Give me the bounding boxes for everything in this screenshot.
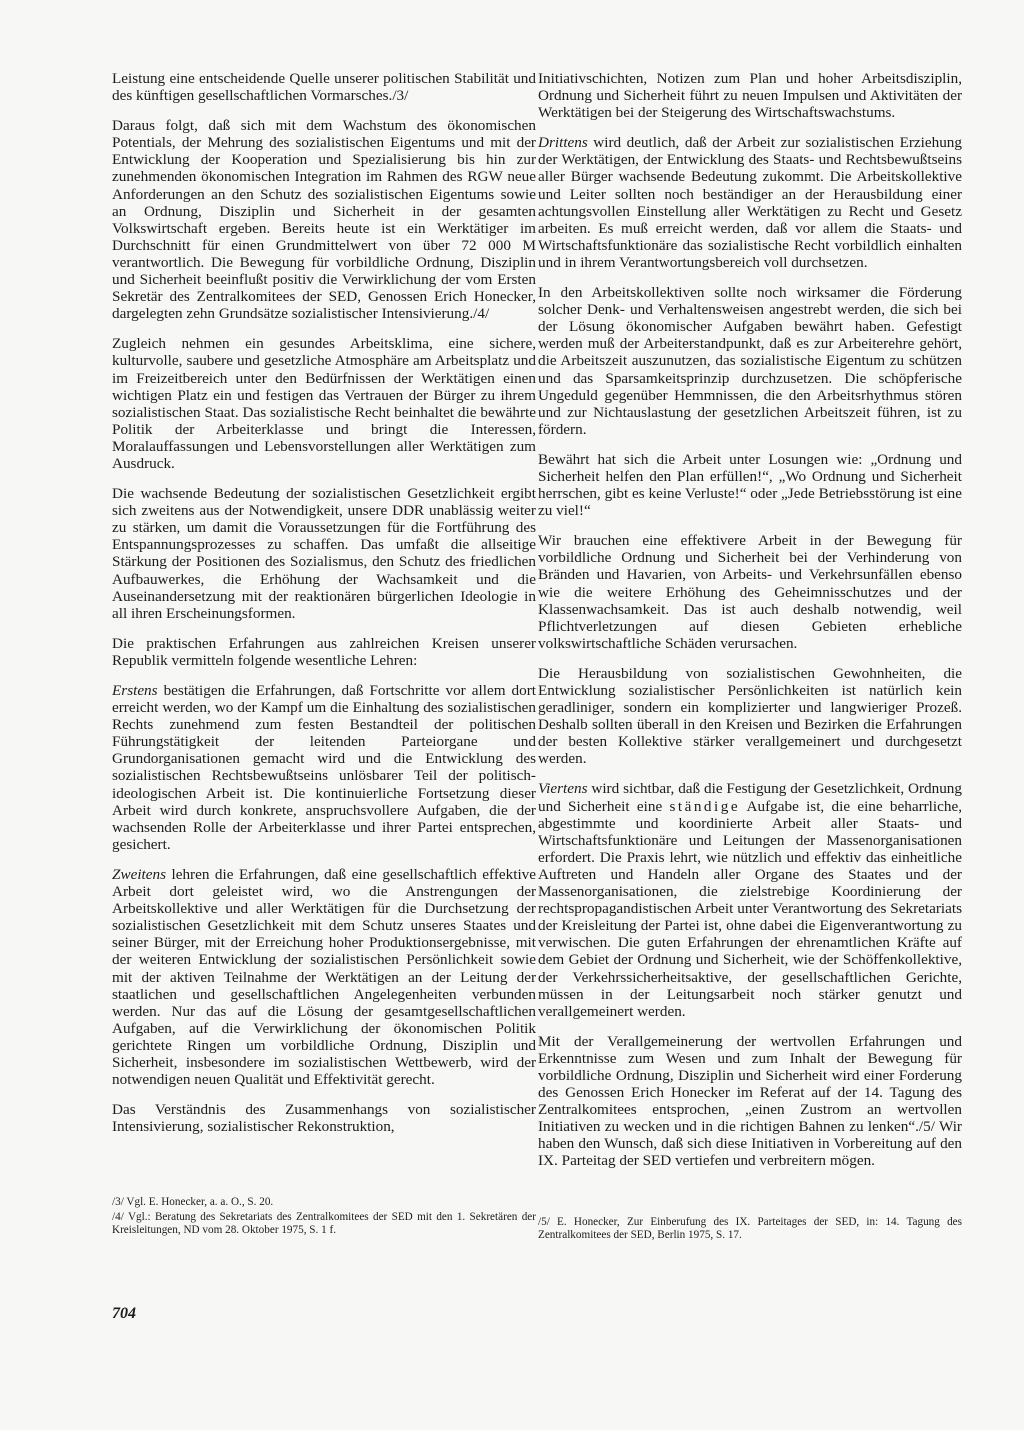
footnote: /3/ Vgl. E. Honecker, a. a. O., S. 20. (112, 1196, 274, 1208)
enumeration-lead: Drittens (538, 134, 588, 152)
paragraph: Leistung eine entscheidende Quelle unserer politischen Stabilität und des künftigen gesellschaftlichen Vormarsches./3/ (112, 70, 536, 105)
left-column (112, 70, 536, 1148)
page-number: 704 (112, 1305, 136, 1322)
paragraph (538, 780, 962, 1019)
enumeration-lead: Zweitens (112, 865, 167, 883)
paragraph-text: bestätigen die Erfahrungen, daß Fortschritte vor allem dort erreicht werden, wo der Kampf um die Einhaltung des sozialistischen Rechts zunehmend zum festen Bestandteil der politischen Führungstätigkeit der leitenden Parteiorgane und Grundorganisationen gemacht wird und die Entwicklung des sozialistischen Rechtsbewußtseins unlösbarer Teil der politisch-ideologischen Arbeit ist. Die kontinuierliche Fortsetzung dieser Arbeit wird durch konkrete, anspruchsvollere Aufgaben, die der wachsenden Rolle der Arbeiterklasse und ihrer Partei entsprechen, gesichert. (112, 682, 536, 853)
enumeration-lead: Erstens (112, 682, 158, 699)
paragraph: Zugleich nehmen ein gesundes Arbeitsklima, eine sichere, kulturvolle, saubere und gesetzliche Atmosphäre am Arbeitsplatz und im Freizeitbereich unter den Bedürfnissen der Werktätigen einen wichtigen Platz ein und festigen das Vertrauen der Bürger zu ihrem sozialistischen Staat. Das sozialistische Recht beinhaltet die bewährte Politik der Arbeiterklasse und bringt die Interessen, Moralauffassungen und Lebensvorstellungen aller Werktätigen zum Ausdruck. (112, 335, 536, 472)
footnotes-right (538, 1216, 962, 1244)
paragraph: Die praktischen Erfahrungen aus zahlreichen Kreisen unserer Republik vermitteln folgende wesentliche Lehren: (112, 634, 536, 669)
footnote: /5/ E. Honecker, Zur Einberufung des IX. Parteitages der SED, in: 14. Tagung des Zentralkomitees der SED, Berlin 1975, S. 17. (538, 1216, 962, 1241)
paragraph-text: wird deutlich, daß der Arbeit zur sozialistischen Erziehung der Werktätigen, der Entwicklung des Staats- und Rechtsbewußtseins aller Bürger wachsende Bedeutung zukommt. Die Arbeitskollektive und Leiter sollten noch beständiger an der Herausbildung einer achtungsvollen Einstellung aller Werktätigen zu Recht und Gesetz arbeiten. Es muß erreicht werden, daß vor allem die Staats- und Wirtschaftsfunktionäre das sozialistische Recht vorbildlich einhalten und in ihrem Verantwortungsbereich voll durchsetzen. (538, 134, 962, 271)
spaced-emphasis: ständige (669, 797, 741, 815)
paragraph: Die Herausbildung von sozialistischen Gewohnheiten, die Entwicklung sozialistischer Persönlichkeiten ist natürlich kein geradliniger, sondern ein komplizierter und langwieriger Prozeß. Deshalb sollten überall in den Kreisen und Bezirken die Erfahrungen der besten Kollektive stärker verallgemeinert und durchgesetzt werden. (538, 664, 962, 768)
paragraph-text: lehren die Erfahrungen, daß eine gesellschaftlich effektive Arbeit dort geleistet wird, wo die Anstrengungen der Arbeitskollektive und aller Werktätigen für die Durchsetzung der sozialistischen Gesetzlichkeit mit dem Schutz unseres Staates und seiner Bürger, mit der Erreichung hoher Produktionsergebnisse, mit der weiteren Entwicklung der sozialistischen Persönlichkeit sowie mit der aktiven Teilnahme der Werktätigen an der Leitung der staatlichen und gesellschaftlichen Angelegenheiten verbunden werden. Nur das auf die Lösung der gesamtgesellschaftlichen Aufgaben, auf die Verwirklichung der ökonomischen Politik gerichtete Ringen um vorbildliche Ordnung, Disziplin und Sicherheit, insbesondere im sozialistischen Wettbewerb, wird der notwendigen neuen Qualität und Effektivität gerecht. (112, 865, 536, 1089)
paragraph: Daraus folgt, daß sich mit dem Wachstum des ökonomischen Potentials, der Mehrung des sozialistischen Eigentums und mit der Entwicklung der Kooperation und Spezialisierung bis hin zur zunehmenden ökonomischen Integration im Rahmen des RGW neue Anforderungen an den Schutz des sozialistischen Eigentums sowie an Ordnung, Disziplin und Sicherheit in der gesamten Volkswirtschaft ergeben. Bereits heute ist ein Werktätiger im Durchschnitt für einen Grundmittelwert von über 72 000 M verantwortlich. Die Bewegung für vorbildliche Ordnung, Disziplin und Sicherheit beeinflußt positiv die Verwirklichung der vom Ersten Sekretär des Zentralkomitees der SED, Genossen Erich Honecker, dargelegten zehn Grundsätze sozialistischer Intensivierung./4/ (112, 117, 536, 323)
paragraph (112, 682, 536, 853)
paragraph: Bewährt hat sich die Arbeit unter Losungen wie: „Ordnung und Sicherheit helfen den Plan erfüllen!“, „Wo Ordnung und Sicherheit herrschen, gibt es keine Verluste!“ oder „Jede Betriebsstörung ist eine zu viel!“ (538, 450, 962, 520)
footnotes-left (112, 1196, 536, 1239)
paragraph (112, 866, 536, 1088)
footnote: /4/ Vgl.: Beratung des Sekretariats des Zentralkomitees der SED mit den 1. Sekretären der Kreisleitungen, ND vom 28. Oktober 1975, S. 1 f. (112, 1211, 536, 1236)
enumeration-lead: Viertens (538, 780, 588, 798)
paragraph: Das Verständnis des Zusammenhangs von sozialistischer Intensivierung, sozialistischer Rekonstruktion, (112, 1101, 536, 1136)
paragraph (538, 134, 962, 271)
paragraph-text: Aufgabe ist, die eine beharrliche, abgestimmte und koordinierte Arbeit aller Staats- und Wirtschaftsfunktionäre und Leitungen der Massenorganisationen erfordert. Die Praxis lehrt, wie nützlich und effektiv das einheitliche Auftreten und Handeln aller Organe des Staates und der Massenorganisationen, die zielstrebige Koordinierung der rechtspropagandistischen Arbeit unter Verantwortung des Sekretariats der Kreisleitung der Partei ist, ohne dabei die Eigenverantwortung zu verwischen. Die guten Erfahrungen der ehrenamtlichen Kräfte auf dem Gebiet der Ordnung und Sicherheit, wie der Schöffenkollektive, der Verkehrssicherheitsaktive, der gesellschaftlichen Gerichte, müssen in der Leitungsarbeit noch stärker genutzt und verallgemeinert werden. (538, 797, 962, 1020)
paragraph: In den Arbeitskollektiven sollte noch wirksamer die Förderung solcher Denk- und Verhaltensweisen angestrebt werden, die sich bei der Lösung ökonomischer Aufgaben bewährt haben. Gefestigt werden muß der Arbeiterstandpunkt, daß es zur Arbeiterehre gehört, die Arbeitszeit auszunutzen, das sozialistische Eigentum zu schützen und das Sparsamkeitsprinzip durchzusetzen. Die schöpferische Ungeduld gegenüber Hemmnissen, die den Arbeitsrhythmus stören und zur Nichtauslastung der gesetzlichen Arbeitszeit führen, ist zu fördern. (538, 284, 962, 438)
right-column (538, 70, 962, 1183)
paragraph: Wir brauchen eine effektivere Arbeit in der Bewegung für vorbildliche Ordnung und Sicherheit bei der Verhinderung von Bränden und Havarien, von Arbeits- und Verkehrsunfällen ebenso wie die weitere Erhöhung des Geheimnisschutzes und der Klassenwachsamkeit. Das ist auch deshalb notwendig, weil Pflichtverletzungen auf diesen Gebieten erhebliche volkswirtschaftliche Schäden verursachen. (538, 532, 962, 652)
paragraph: Initiativschichten, Notizen zum Plan und hoher Arbeitsdisziplin, Ordnung und Sicherheit führt zu neuen Impulsen und Aktivitäten der Werktätigen bei der Steigerung des Wirtschaftswachstums. (538, 70, 962, 122)
paragraph: Die wachsende Bedeutung der sozialistischen Gesetzlichkeit ergibt sich zweitens aus der Notwendigkeit, unsere DDR unablässig weiter zu stärken, um damit die Voraussetzungen für die Fortführung des Entspannungsprozesses zu schaffen. Das umfaßt die allseitige Stärkung der Positionen des Sozialismus, den Schutz des friedlichen Aufbauwerkes, die Erhöhung der Wachsamkeit und die Auseinandersetzung mit der reaktionären bürgerlichen Ideologie in all ihren Erscheinungsformen. (112, 485, 536, 622)
paragraph: Mit der Verallgemeinerung der wertvollen Erfahrungen und Erkenntnisse zum Wesen und zum Inhalt der Bewegung für vorbildliche Ordnung, Disziplin und Sicherheit wird einer Forderung des Genossen Erich Honecker im Referat auf der 14. Tagung des Zentralkomitees entsprochen, „einen Zustrom an wertvollen Initiativen zu wecken und in die richtigen Bahnen zu lenken“./5/ Wir haben den Wunsch, daß sich diese Initiativen in Vorbereitung auf den IX. Parteitag der SED vertiefen und verbreitern mögen. (538, 1032, 962, 1170)
paragraph-text: wird sichtbar, daß die Festigung der Gesetzlichkeit, Ordnung und Sicherheit eine (538, 780, 962, 815)
